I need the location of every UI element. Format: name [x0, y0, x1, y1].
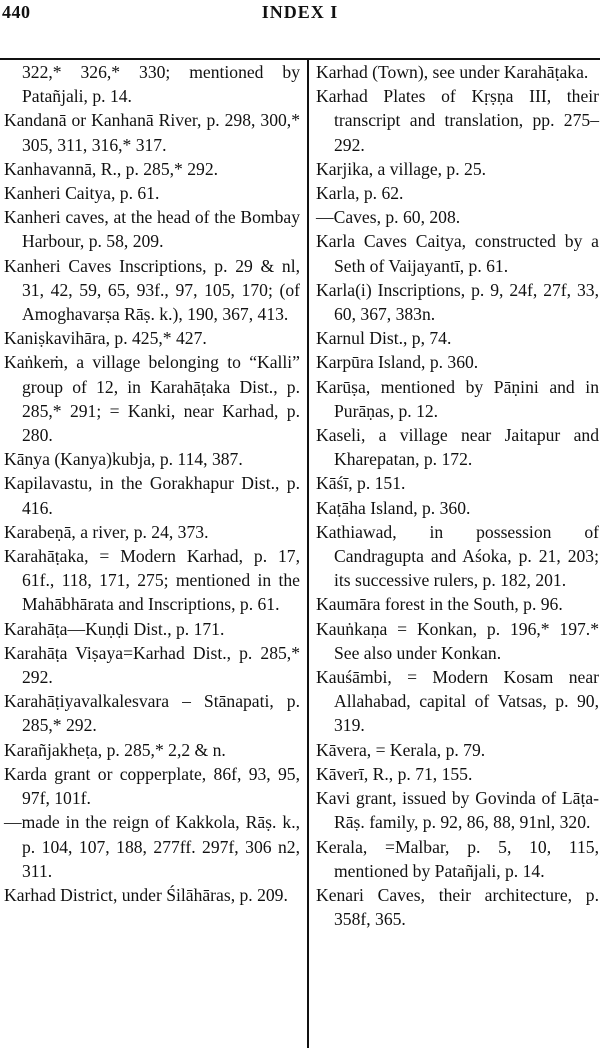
- index-entry: Karabeṇā, a river, p. 24, 373.: [4, 521, 209, 542]
- index-entry: Kāverī, R., p. 71, 155.: [316, 763, 473, 784]
- index-entry: Kapilavastu, in the Gorakhapur Dist., p. 416.: [4, 473, 300, 518]
- left-column: [4, 60, 300, 907]
- index-entry: Karpūra Island, p. 360.: [316, 352, 479, 373]
- index-entry: Karhad District, under Śilāhāras, p. 209.: [4, 884, 288, 905]
- index-entry: Karnul Dist., p, 74.: [316, 328, 452, 349]
- index-entry: —Caves, p. 60, 208.: [316, 207, 461, 228]
- index-entry: Kāśī, p. 151.: [316, 473, 406, 494]
- index-entry: Karda grant or copperplate, 86f, 93, 95, 97f, 101f.: [4, 763, 300, 809]
- page-number: 440: [2, 2, 31, 22]
- index-entry: Kaṅkeṁ, a village belonging to “Kalli” group of 12, in Karahāṭaka Dist., p. 285,* 291; = Kanki, near Karhad, p. 280.: [4, 352, 300, 446]
- index-entry: Karañjakheṭa, p. 285,* 2,2 & n.: [4, 739, 226, 760]
- index-entry: Karūṣa, mentioned by Pāṇini and in Purāṇas, p. 12.: [316, 376, 599, 421]
- index-entry: Karhad Plates of Kṛṣṇa III, their transcript and translation, pp. 275–292.: [316, 86, 599, 155]
- index-entry: Karahāṭa Viṣaya=Karhad Dist., p. 285,* 292.: [4, 642, 300, 688]
- column-divider: [307, 58, 309, 1048]
- running-title: INDEX I: [261, 2, 339, 22]
- index-entry: Kenari Caves, their architecture, p. 358f, 365.: [316, 884, 599, 930]
- index-entry: Kaṭāha Island, p. 360.: [316, 497, 471, 518]
- index-entry: Karahāṭaka, = Modern Karhad, p. 17, 61f., 118, 171, 275; mentioned in the Mahābhārata and Inscriptions, p. 61.: [4, 546, 300, 615]
- index-entry: Kandanā or Kanhanā River, p. 298, 300,* 305, 311, 316,* 317.: [4, 110, 300, 155]
- index-entry: Kānya (Kanya)kubja, p. 114, 387.: [4, 449, 243, 470]
- index-entry: Kavi grant, issued by Govinda of Lāṭa-Rāṣ. family, p. 92, 86, 88, 91nl, 320.: [316, 788, 599, 833]
- index-entry: Kāvera, = Kerala, p. 79.: [316, 739, 486, 760]
- index-entry: Karla Caves Caitya, constructed by a Seth of Vaijayantī, p. 61.: [316, 231, 599, 276]
- index-entry: Kaniṣkavihāra, p. 425,* 427.: [4, 328, 207, 349]
- index-entry: Kathiawad, in possession of Candragupta and Aśoka, p. 21, 203; its successive rulers, p. 182, 201.: [316, 521, 599, 591]
- index-entry: Karla(i) Inscriptions, p. 9, 24f, 27f, 33, 60, 367, 383n.: [316, 279, 599, 325]
- index-entry: Karahāṭiyavalkalesvara – Stānapati, p. 285,* 292.: [4, 691, 300, 736]
- index-entry: Karahāṭa—Kuṇḍi Dist., p. 171.: [4, 618, 225, 639]
- index-entry: Karla, p. 62.: [316, 183, 404, 204]
- index-entry: Karhad (Town), see under Karahāṭaka.: [316, 62, 589, 82]
- index-entry: Kauṅkaṇa = Konkan, p. 196,* 197.* See also under Konkan.: [316, 618, 599, 663]
- index-entry: Kanheri Caves Inscriptions, p. 29 & nl, 31, 42, 59, 65, 93f., 97, 105, 170; (of Amoghavarṣa Rāṣ. k.), 190, 367, 413.: [4, 255, 300, 325]
- index-entry: Kanheri caves, at the head of the Bombay Harbour, p. 58, 209.: [4, 207, 300, 252]
- index-entry: Kerala, =Malbar, p. 5, 10, 115, mentioned by Patañjali, p. 14.: [316, 836, 599, 881]
- page-header: [0, 0, 600, 30]
- index-entry: Karjika, a village, p. 25.: [316, 158, 487, 179]
- index-entry: Kaseli, a village near Jaitapur and Kharepatan, p. 172.: [316, 425, 599, 470]
- index-entry: Kauśāmbi, = Modern Kosam near Allahabad, capital of Vatsas, p. 90, 319.: [316, 667, 599, 736]
- index-entry: Kanheri Caitya, p. 61.: [4, 183, 160, 204]
- index-entry: Kaumāra forest in the South, p. 96.: [316, 594, 563, 615]
- index-entry: —made in the reign of Kakkola, Rāṣ. k., p. 104, 107, 188, 277ff. 297f, 306 n2, 311.: [4, 812, 300, 881]
- right-column: [316, 60, 599, 931]
- index-entry: Kanhavannā, R., p. 285,* 292.: [4, 158, 219, 179]
- index-entry: 322,* 326,* 330; mentioned by Patañjali, p. 14.: [22, 62, 300, 107]
